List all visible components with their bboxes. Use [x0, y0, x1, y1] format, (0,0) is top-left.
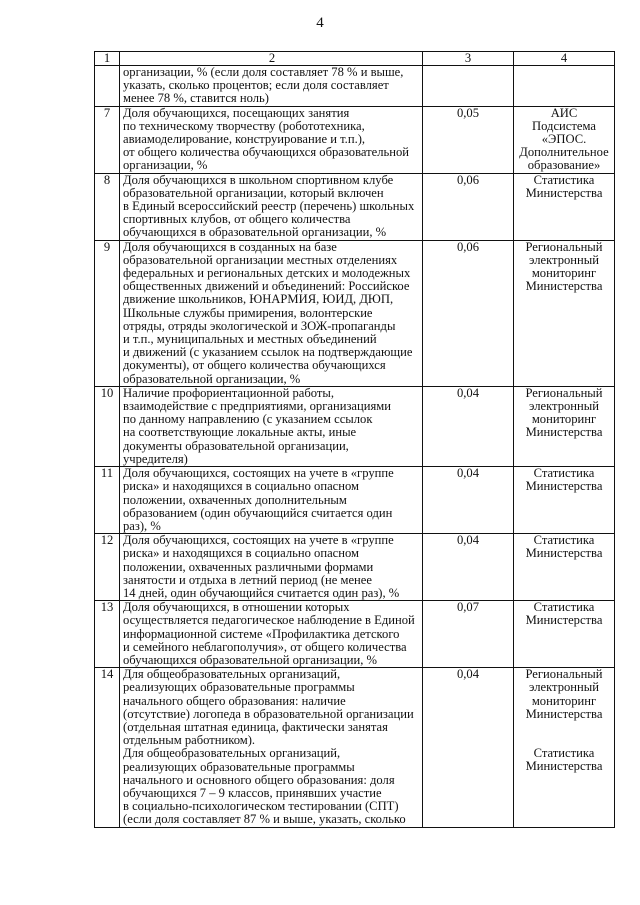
source-line: Министерства — [525, 613, 603, 628]
indicator-line: отряды, отряды экологической и ЗОЖ-пропаганды — [123, 318, 396, 333]
source-line: электронный — [529, 399, 599, 414]
indicator-line: на соответствующие локальные акты, иные — [123, 425, 357, 440]
source-cell — [514, 173, 615, 240]
source-line: образование» — [527, 158, 601, 173]
header-cell: 1 — [95, 52, 120, 66]
source-line: Министерства — [525, 546, 603, 561]
source-line: АИС — [550, 105, 578, 120]
row-number: 14 — [95, 668, 120, 827]
indicator-line: менее 78 %, ставится ноль) — [123, 91, 269, 106]
indicator-line: взаимодействие с предприятиями, организациями — [123, 399, 391, 414]
indicator-text — [120, 240, 423, 386]
source-cell — [514, 240, 615, 386]
header-cell: 2 — [120, 52, 423, 66]
source-cell — [514, 386, 615, 466]
weight-cell: 0,04 — [423, 668, 514, 827]
source-line: Статистика — [533, 533, 595, 548]
indicator-line: образовательной организации, % — [123, 371, 301, 386]
source-line: Региональный — [525, 385, 603, 400]
source-spacer — [514, 721, 614, 747]
indicator-line: отдельным работником). — [123, 733, 256, 748]
indicator-line: и движений (с указанием ссылок на подтверждающие — [123, 345, 413, 360]
indicator-line: Доля обучающихся в созданных на базе — [123, 239, 337, 254]
row-number: 8 — [95, 173, 120, 240]
source-line: Статистика — [533, 172, 595, 187]
indicator-line: указать, сколько процентов; если доля составляет — [123, 78, 389, 93]
indicator-line: 14 дней, один обучающийся считается один раз), % — [123, 585, 400, 600]
weight-cell: 0,04 — [423, 386, 514, 466]
indicator-line: образовательной организации местных отделениях — [123, 252, 398, 267]
table-row — [95, 534, 615, 601]
indicator-line: движение школьников, ЮНАРМИЯ, ЮИД, ДЮП, — [123, 292, 394, 307]
indicator-line: по данному направлению (с указанием ссылок — [123, 412, 373, 427]
source-line: мониторинг — [531, 266, 597, 281]
source-cell — [514, 601, 615, 668]
indicator-line: организации, % — [123, 158, 208, 173]
indicator-text — [120, 386, 423, 466]
indicator-line: образовательной организации, который включен — [123, 185, 384, 200]
table-row — [95, 66, 615, 107]
source-line: мониторинг — [531, 412, 597, 427]
row-number: 7 — [95, 106, 120, 173]
header-cell: 3 — [423, 52, 514, 66]
source-cell — [514, 467, 615, 534]
source-cell — [514, 66, 615, 107]
indicator-line: (отдельная штатная единица, фактически занятая — [123, 719, 388, 734]
indicator-line: обучающихся образовательной организации, % — [123, 652, 378, 667]
source-line: Региональный — [525, 667, 603, 682]
row-number — [95, 66, 120, 107]
indicator-line: риска» и находящихся в социально опасном — [123, 546, 360, 561]
table-row — [95, 240, 615, 386]
source-line: Статистика — [533, 600, 595, 615]
source-line: Региональный — [525, 239, 603, 254]
header-cell: 4 — [514, 52, 615, 66]
indicator-line: начального общего образования: наличие — [123, 693, 346, 708]
source-line: электронный — [529, 680, 599, 695]
table-header-row — [95, 52, 615, 66]
source-line: «ЭПОС. — [541, 132, 587, 147]
table-row — [95, 668, 615, 827]
row-number: 13 — [95, 601, 120, 668]
indicator-line: начального и основного общего образования: доля — [123, 772, 395, 787]
indicator-line: обучающихся 7 – 9 классов, принявших участие — [123, 785, 382, 800]
weight-cell: 0,06 — [423, 240, 514, 386]
source-cell — [514, 668, 615, 827]
weight-cell — [423, 66, 514, 107]
indicator-line: положении, охваченных различными формами — [123, 559, 374, 574]
table-row — [95, 386, 615, 466]
indicator-line: реализующих образовательные программы — [123, 680, 355, 695]
weight-cell: 0,04 — [423, 534, 514, 601]
indicator-line: Доля обучающихся, посещающих занятия — [123, 105, 350, 120]
indicator-line: от общего количества обучающихся образовательной — [123, 145, 410, 160]
row-number: 9 — [95, 240, 120, 386]
indicator-line: Школьные службы примирения, волонтерские — [123, 305, 373, 320]
indicator-line: Доля обучающихся, в отношении которых — [123, 600, 350, 615]
indicators-table — [94, 51, 615, 828]
indicator-line: Доля обучающихся в школьном спортивном клубе — [123, 172, 394, 187]
indicator-line: общественных движений и объединений: Российское — [123, 279, 410, 294]
indicator-line: федеральных и региональных детских и молодежных — [123, 266, 411, 281]
source-cell — [514, 534, 615, 601]
indicator-line: и семейного неблагополучия», от общего количества — [123, 639, 407, 654]
table-row — [95, 173, 615, 240]
page-number: 4 — [316, 15, 324, 31]
source-line: Министерства — [525, 706, 603, 721]
indicator-line: образованием (один обучающийся считается один — [123, 505, 393, 520]
indicator-line: по техническому творчеству (робототехника, — [123, 118, 365, 133]
indicator-text — [120, 66, 423, 107]
indicator-line: в Единый всероссийский реестр (перечень) школьных — [123, 199, 415, 214]
indicator-line: авиамоделирование, конструирование и т.п.), — [123, 132, 366, 147]
indicator-line: в социально-психологическом тестировании (СПТ) — [123, 799, 399, 814]
source-line: Статистика — [533, 745, 595, 760]
source-line: Подсистема — [532, 118, 596, 133]
indicator-line: положении, охваченных дополнительным — [123, 492, 347, 507]
indicator-text — [120, 173, 423, 240]
indicator-text — [120, 106, 423, 173]
weight-cell: 0,05 — [423, 106, 514, 173]
row-number: 10 — [95, 386, 120, 466]
indicator-line: реализующих образовательные программы — [123, 759, 355, 774]
indicator-line: учредителя) — [123, 451, 188, 466]
table-row — [95, 467, 615, 534]
source-line: Министерства — [525, 425, 603, 440]
table-row — [95, 106, 615, 173]
source-line: Дополнительное — [519, 145, 609, 160]
source-line: Министерства — [525, 185, 603, 200]
indicator-line: и т.п., муниципальных и местных объединений — [123, 332, 377, 347]
indicator-line: раз), % — [123, 518, 161, 533]
indicator-text — [120, 534, 423, 601]
source-line: мониторинг — [531, 693, 597, 708]
weight-cell: 0,06 — [423, 173, 514, 240]
weight-cell: 0,04 — [423, 467, 514, 534]
indicator-line: Для общеобразовательных организаций, — [123, 667, 341, 682]
table-row — [95, 601, 615, 668]
source-line: Министерства — [525, 479, 603, 494]
indicator-line: Для общеобразовательных организаций, — [123, 746, 341, 761]
indicator-line: информационной системе «Профилактика детского — [123, 626, 400, 641]
indicator-line: Доля обучающихся, состоящих на учете в «группе — [123, 466, 394, 481]
indicator-line: документы образовательной организации, — [123, 438, 349, 453]
row-number: 11 — [95, 467, 120, 534]
indicator-line: риска» и находящихся в социально опасном — [123, 479, 360, 494]
indicator-line: документы), от общего количества обучающихся — [123, 358, 386, 373]
indicator-line: (если доля составляет 87 % и выше, указать, сколько — [123, 812, 406, 827]
indicator-line: обучающихся в образовательной организации, % — [123, 225, 387, 240]
indicator-line: Доля обучающихся, состоящих на учете в «группе — [123, 533, 394, 548]
source-line: Министерства — [525, 759, 603, 774]
indicator-line: занятости и отдыха в летний период (не менее — [123, 572, 372, 587]
indicator-line: (отсутствие) логопеда в образовательной организации — [123, 706, 414, 721]
row-number: 12 — [95, 534, 120, 601]
indicator-text — [120, 601, 423, 668]
indicator-line: спортивных клубов, от общего количества — [123, 212, 351, 227]
indicator-line: осуществляется педагогическое наблюдение в Единой — [123, 613, 415, 628]
indicator-text — [120, 668, 423, 827]
weight-cell: 0,07 — [423, 601, 514, 668]
indicator-line: организации, % (если доля составляет 78 % и выше, — [123, 65, 404, 79]
indicator-line: Наличие профориентационной работы, — [123, 385, 335, 400]
source-line: Министерства — [525, 279, 603, 294]
source-line: Статистика — [533, 466, 595, 481]
source-cell — [514, 106, 615, 173]
indicator-text — [120, 467, 423, 534]
source-line: электронный — [529, 252, 599, 267]
